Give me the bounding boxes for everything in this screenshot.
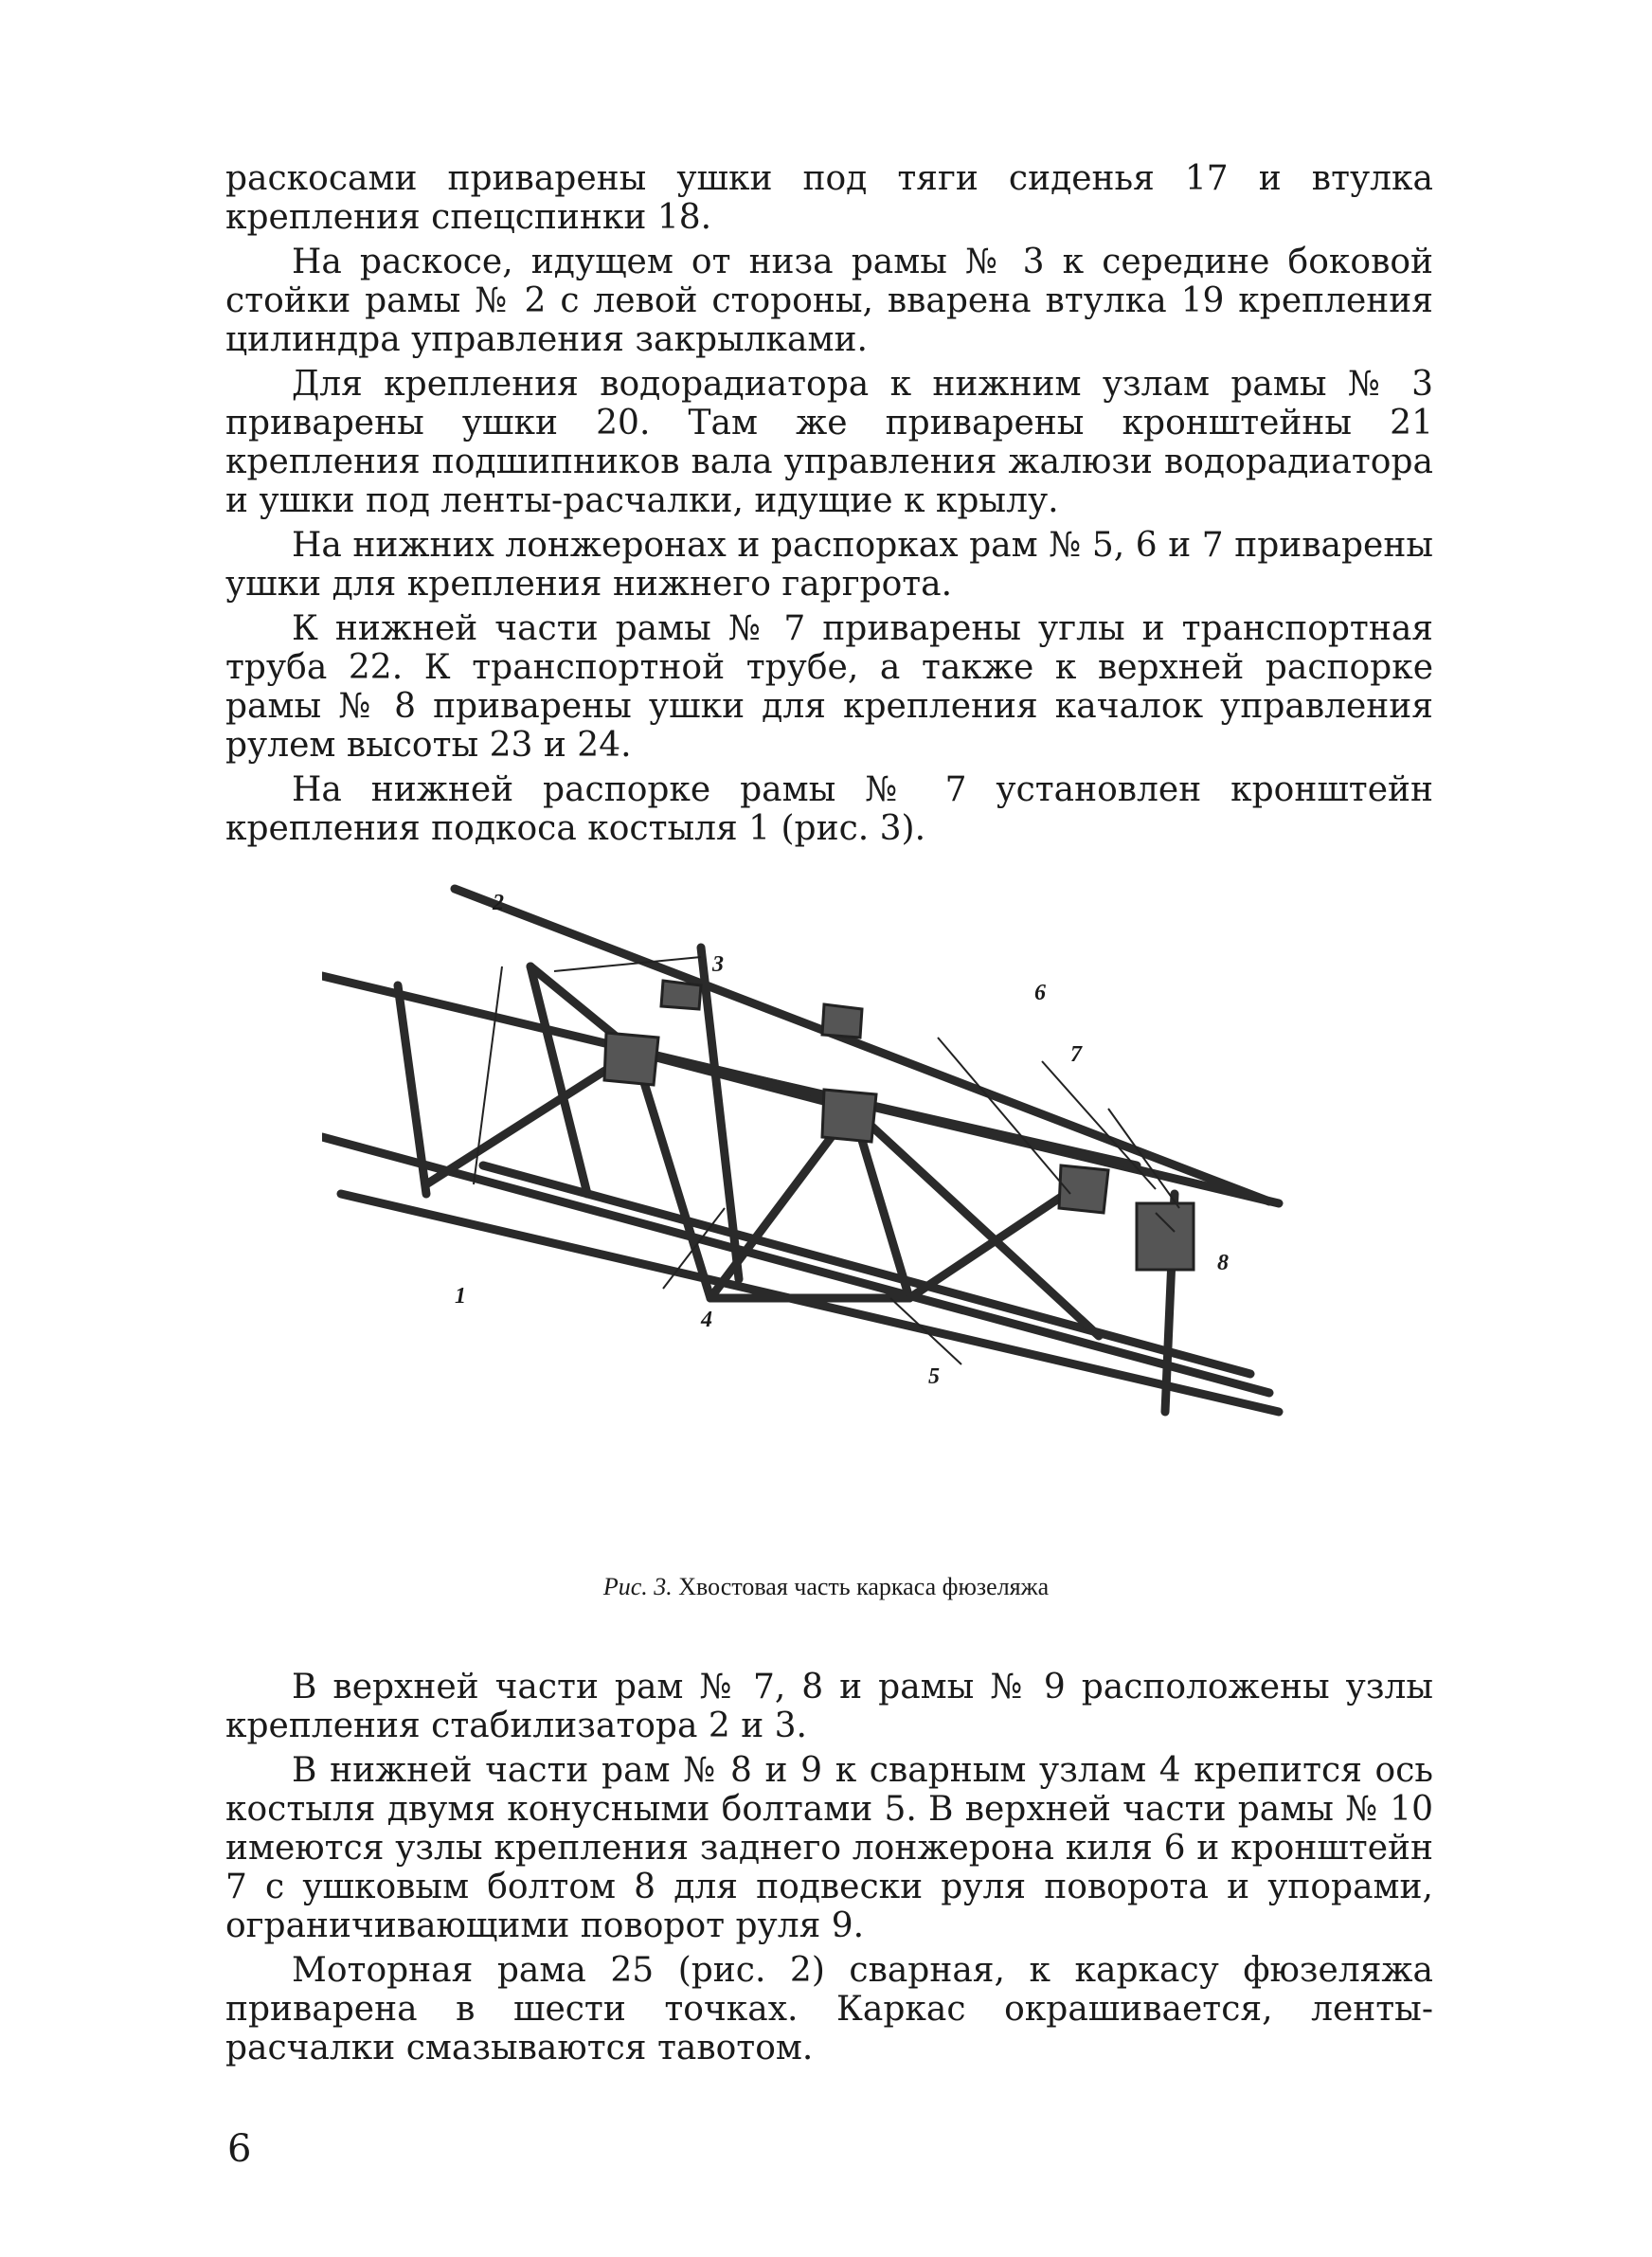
callout-label: 7	[1070, 1042, 1082, 1067]
truss-illustration	[322, 881, 1392, 1563]
fuselage-tail-figure	[322, 881, 1392, 1563]
paragraph: Моторная рама 25 (рис. 2) сварная, к каркасу фюзеляжа приварена в шести точках. Каркас окрашивается, ленты-расчалки смазываются тавотом.	[225, 1951, 1433, 2067]
paragraph: В верхней части рам № 7, 8 и рамы № 9 расположены узлы крепления стабилизатора 2 и 3.	[225, 1668, 1433, 1745]
callout-label: 6	[1034, 981, 1046, 1005]
caption-label: Рис. 3.	[602, 1573, 673, 1600]
callout-label: 8	[1217, 1251, 1229, 1275]
top-text-block	[225, 159, 1433, 854]
figure-caption	[0, 1573, 1652, 1601]
paragraph: На нижней распорке рамы № 7 установлен кронштейн крепления подкоса костыля 1 (рис. 3).	[225, 770, 1433, 848]
paragraph: На нижних лонжеронах и распорках рам № 5, 6 и 7 приварены ушки для крепления нижнего гаргрота.	[225, 526, 1433, 604]
callout-label: 1	[455, 1284, 466, 1309]
paragraph: раскосами приварены ушки под тяги сиденья 17 и втулка крепления спецспинки 18.	[225, 159, 1433, 237]
caption-text: Хвостовая часть каркаса фюзеляжа	[678, 1573, 1050, 1600]
paragraph: В нижней части рам № 8 и 9 к сварным узлам 4 крепится ось костыля двумя конусными болтами 5. В верхней части рамы № 10 имеются узлы крепления заднего лонжерона киля 6 и кронштейн 7 с ушковым болтом 8 для подвески руля поворота и упорами, ограничивающими поворот руля 9.	[225, 1751, 1433, 1945]
paragraph: На раскосе, идущем от низа рамы № 3 к середине боковой стойки рамы № 2 с левой стороны, вварена втулка 19 крепления цилиндра управления закрылками.	[225, 243, 1433, 359]
callout-label: 2	[493, 891, 504, 915]
callout-label: 4	[701, 1308, 712, 1332]
paragraph: Для крепления водорадиатора к нижним узлам рамы № 3 приварены ушки 20. Там же приварены кронштейны 21 крепления подшипников вала управления жалюзи водорадиатора и ушки под ленты-расчалки, идущие к крылу.	[225, 365, 1433, 520]
page-number: 6	[227, 2127, 252, 2171]
callout-label: 3	[712, 952, 724, 977]
callout-label: 5	[928, 1364, 940, 1389]
bottom-text-block	[225, 1668, 1433, 2073]
paragraph: К нижней части рамы № 7 приварены углы и транспортная труба 22. К транспортной трубе, а также к верхней распорке рамы № 8 приварены ушки для крепления качалок управления рулем высоты 23 и 24.	[225, 609, 1433, 765]
